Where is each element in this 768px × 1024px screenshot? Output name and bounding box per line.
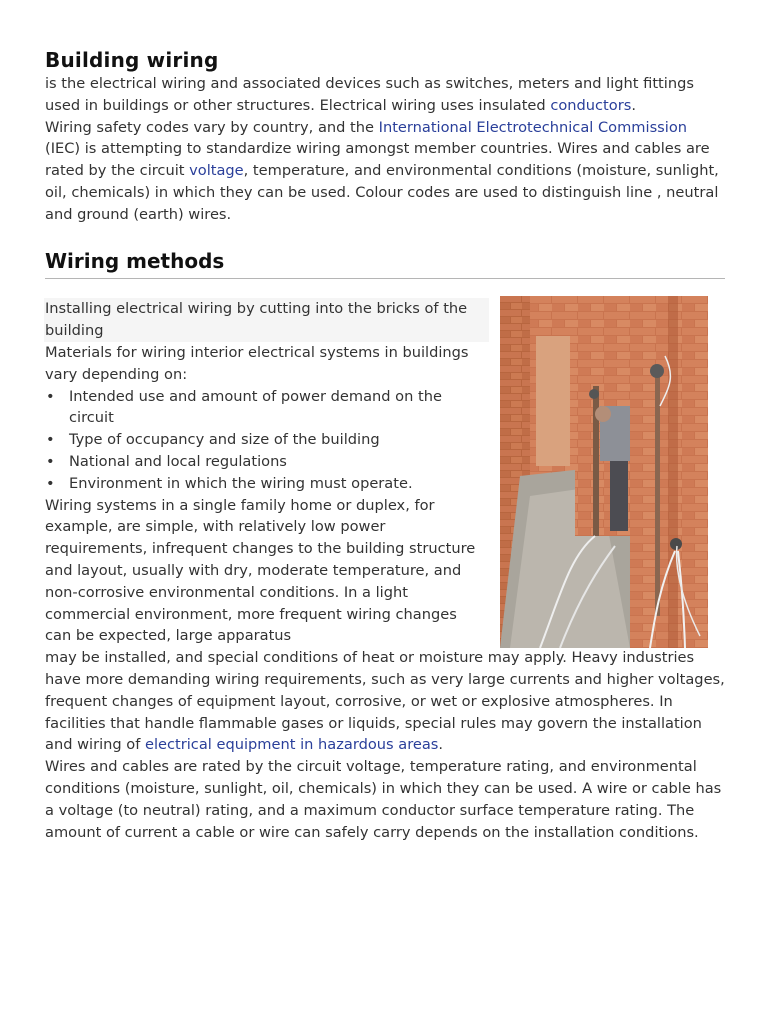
paragraph-ratings: Wires and cables are rated by the circuit voltage, temperature rating, and environmental conditions (moisture, sunlight, oil, chemicals) in which they can be used. A wire or cable has a voltage (to neutral) rating, and a maximum conductor surface temperature rating. The amount of current a cable or wire can safely carry depends on the installation conditions. xyxy=(45,758,722,841)
section-title-building-wiring: Building wiring xyxy=(45,48,219,72)
link-hazardous-areas[interactable]: electrical equipment in hazardous areas xyxy=(145,736,439,754)
list-item: • Environment in which the wiring must operate. xyxy=(45,473,485,495)
wiring-methods-body xyxy=(45,342,725,843)
list-item: • Type of occupancy and size of the building xyxy=(45,429,485,451)
link-conductors[interactable]: conductors xyxy=(550,96,632,114)
image-caption: Installing electrical wiring by cutting into the bricks of the building xyxy=(44,298,489,342)
list-item: • National and local regulations xyxy=(45,451,485,473)
intro-paragraph: is the electrical wiring and associated devices such as switches, meters and light fittings used in buildings or other structures. Electrical wiring uses insulated conductors. Wiring safety codes vary by country, and the International Electrotechnical Commission (IEC) is attempting to standardize wiring amongst member countries. Wires and cables are rated by the circuit voltage, temperature, and environmental conditions (moisture, sunlight, oil, chemicals) in which they can be used. Colour codes are used to distinguish line , neutral and ground (earth) wires. xyxy=(45,75,719,223)
link-iec[interactable]: International Electrotechnical Commission xyxy=(378,118,688,136)
paragraph-wiring-systems: Wiring systems in a single family home or duplex, for example, are simple, with relatively low power requirements, infrequent changes to the building structure and layout, usually with dry, moderate temperature, and non-corrosive environmental conditions. In a light commercial environment, more frequent wiring changes can be expected, large apparatus xyxy=(45,496,476,645)
factors-list xyxy=(45,386,485,495)
link-voltage[interactable]: voltage xyxy=(189,162,244,180)
heading-divider xyxy=(45,278,725,279)
materials-intro: Materials for wiring interior electrical systems in buildings vary depending on: xyxy=(45,344,469,383)
list-item: • Intended use and amount of power demand on the circuit xyxy=(45,386,485,430)
section-title-wiring-methods: Wiring methods xyxy=(45,249,225,273)
paragraph-heavy-industries: may be installed, and special conditions of heat or moisture may apply. Heavy industries have more demanding wiring requirements, such as very large currents and higher voltages, frequent changes of equipment layout, corrosive, or wet or explosive atmospheres. In facilities that handle flammable gases or liquids, special rules may govern the installation and wiring of electrical equipment in hazardous areas. xyxy=(45,649,725,754)
